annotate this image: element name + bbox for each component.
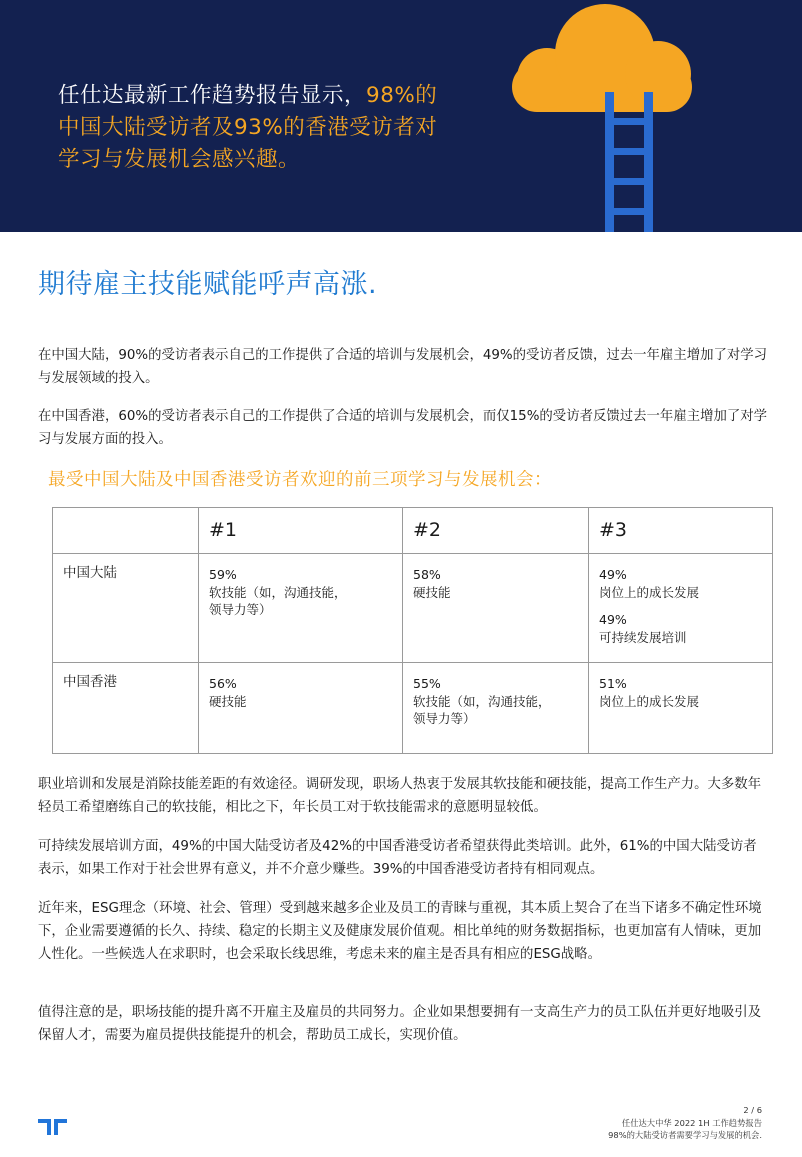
page-footer [608, 1104, 762, 1142]
cell-text: 软技能（如，沟通技能， [209, 584, 347, 600]
cell-percent: 58% [413, 567, 441, 582]
row-label-hongkong: 中国香港 [53, 663, 199, 754]
randstad-logo-icon [36, 1116, 76, 1138]
table-header-rank-1: #1 [199, 508, 403, 554]
top-opportunities-table [52, 507, 773, 754]
table-header-rank-2: #2 [403, 508, 589, 554]
cell-text: 领导力等） [209, 602, 272, 617]
row-label-mainland: 中国大陆 [53, 554, 199, 663]
cell-text: 岗位上的成长发展 [599, 693, 700, 709]
section-heading: 期待雇主技能赋能呼声高涨. [38, 269, 378, 300]
cloud-icon [512, 4, 692, 112]
cell-text: 领导力等） [413, 711, 476, 726]
cell-percent: 51% [599, 676, 627, 691]
table-row [53, 554, 773, 663]
table-row [53, 663, 773, 754]
table-cell [589, 554, 773, 663]
cell-text: 软技能（如，沟通技能， [413, 693, 551, 709]
cell-percent: 56% [209, 676, 237, 691]
table-cell [403, 554, 589, 663]
table-cell [589, 663, 773, 754]
table-header-empty [53, 508, 199, 554]
cell-text: 可持续发展培训 [599, 629, 687, 645]
body-paragraph-sustainability: 可持续发展培训方面，49%的中国大陆受访者及42%的中国香港受访者希望获得此类培训。此外，61%的中国大陆受访者表示，如果工作对于社会世界有意义，并不介意少赚些。39%的中国香港受访者持有相同观点。 [38, 839, 757, 877]
cloud-ladder-illustration [0, 0, 802, 232]
cell-text: 岗位上的成长发展 [599, 584, 700, 600]
cell-percent: 55% [413, 676, 441, 691]
page-number: 2 / 6 [743, 1105, 762, 1115]
cell-percent: 59% [209, 567, 237, 582]
ladder-icon [605, 92, 653, 232]
table-cell [403, 663, 589, 754]
table-cell [199, 663, 403, 754]
intro-paragraph-hongkong: 在中国香港，60%的受访者表示自己的工作提供了合适的培训与发展机会，而仅15%的受访者反馈过去一年雇主增加了对学习与发展方面的投入。 [38, 409, 768, 447]
header-banner [0, 0, 802, 232]
cell-text: 硬技能 [209, 693, 247, 709]
table-cell [199, 554, 403, 663]
body-paragraph-conclusion: 值得注意的是，职场技能的提升离不开雇主及雇员的共同努力。企业如果想要拥有一支高生产力的员工队伍并更好地吸引及保留人才，需要为雇员提供技能提升的机会，帮助员工成长，实现价值。 [38, 1005, 762, 1043]
banner-text-highlight: 98%的中国大陆受访者及93%的香港受访者对学习与发展机会感兴趣。 [58, 83, 438, 172]
banner-text-main: 任仕达最新工作趋势报告显示， [58, 83, 367, 108]
cell-percent: 49% [599, 567, 627, 582]
table-header-row [53, 508, 773, 554]
cell-text: 硬技能 [413, 584, 451, 600]
footer-report-title: 任仕达大中华 2022 1H 工作趋势报告 [621, 1117, 762, 1128]
cell-percent: 49% [599, 612, 627, 627]
intro-paragraph-mainland: 在中国大陆，90%的受访者表示自己的工作提供了合适的培训与发展机会，49%的受访者反馈，过去一年雇主增加了对学习与发展领域的投入。 [38, 348, 768, 386]
cell-spacer [599, 601, 762, 611]
footer-report-subtitle: 98%的大陆受访者需要学习与发展的机会. [608, 1130, 762, 1140]
table-title: 最受中国大陆及中国香港受访者欢迎的前三项学习与发展机会： [48, 470, 552, 490]
body-paragraph-esg: 近年来，ESG理念（环境、社会、管理）受到越来越多企业及员工的青睐与重视，其本质上契合了在当下诸多不确定性环境下，企业需要遵循的长久、持续、稳定的长期主义及健康发展价值观。相比单纯的财务数据指标，也更加富有人情味，更加人性化。一些候选人在求职时，也会采取长线思维，考虑未来的雇主是否具有相应的ESG战略。 [38, 901, 762, 962]
body-paragraph-skills: 职业培训和发展是消除技能差距的有效途径。调研发现，职场人热衷于发展其软技能和硬技能，提高工作生产力。大多数年轻员工希望磨练自己的软技能，相比之下，年长员工对于软技能需求的意愿明显较低。 [38, 777, 762, 815]
table-header-rank-3: #3 [589, 508, 773, 554]
